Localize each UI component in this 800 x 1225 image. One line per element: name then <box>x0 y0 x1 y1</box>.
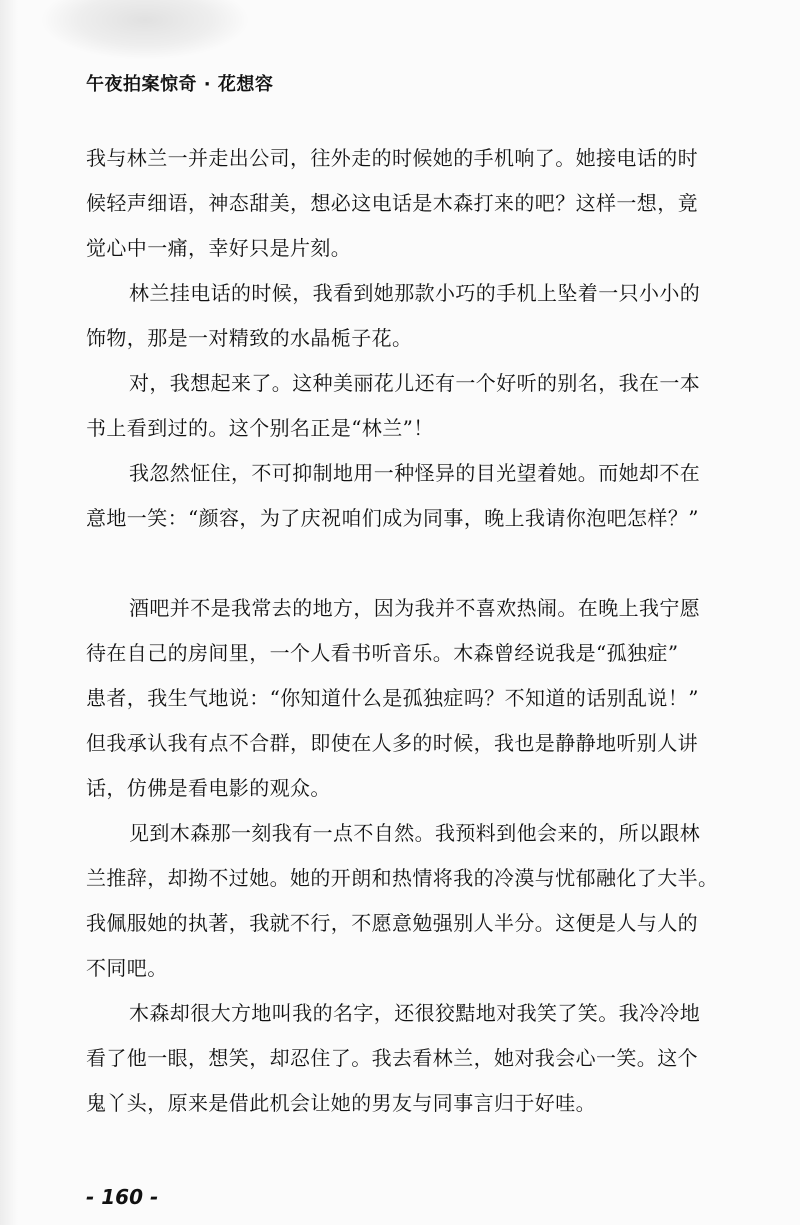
section-gap <box>86 541 710 586</box>
running-header: 午夜拍案惊奇 · 花想容 <box>86 74 274 95</box>
text-line: 我与林兰一并走出公司，往外走的时候她的手机响了。她接电话的时 <box>86 146 698 170</box>
body-text <box>86 136 719 1126</box>
text-line: 见到木森那一刻我有一点不自然。我预料到他会来的，所以跟林 <box>129 821 701 845</box>
text-line: 饰物，那是一对精致的水晶栀子花。 <box>86 326 413 350</box>
text-line: 对，我想起来了。这种美丽花儿还有一个好听的别名，我在一本 <box>129 371 701 395</box>
text-line: 话，仿佛是看电影的观众。 <box>86 776 331 800</box>
text-line: 酒吧并不是我常去的地方，因为我并不喜欢热闹。在晚上我宁愿 <box>129 596 701 620</box>
text-line: 待在自己的房间里，一个人看书听音乐。木森曾经说我是“孤独症” <box>86 641 679 665</box>
text-line: 候轻声细语，神态甜美，想必这电话是木森打来的吧？这样一想，竟 <box>86 191 698 215</box>
text-line: 林兰挂电话的时候，我看到她那款小巧的手机上坠着一只小小的 <box>129 281 701 305</box>
scan-smudge <box>40 0 250 60</box>
text-line: 意地一笑：“颜容，为了庆祝咱们成为同事，晚上我请你泡吧怎样？” <box>86 506 699 530</box>
text-line: 我佩服她的执著，我就不行，不愿意勉强别人半分。这便是人与人的 <box>86 911 698 935</box>
text-line: 但我承认我有点不合群，即使在人多的时候，我也是静静地听别人讲 <box>86 731 698 755</box>
page-edge-shadow <box>0 0 18 1225</box>
page-number: - 160 - <box>86 1185 159 1209</box>
text-line: 觉心中一痛，幸好只是片刻。 <box>86 236 352 260</box>
text-line: 看了他一眼，想笑，却忍住了。我去看林兰，她对我会心一笑。这个 <box>86 1046 698 1070</box>
text-line: 木森却很大方地叫我的名字，还很狡黠地对我笑了笑。我冷冷地 <box>129 1001 701 1025</box>
text-line: 患者，我生气地说：“你知道什么是孤独症吗？不知道的话别乱说！” <box>86 686 699 710</box>
text-line: 我忽然怔住，不可抑制地用一种怪异的目光望着她。而她却不在 <box>129 461 701 485</box>
text-line: 书上看到过的。这个别名正是“林兰”！ <box>86 416 434 440</box>
text-line: 兰推辞，却拗不过她。她的开朗和热情将我的冷漠与忧郁融化了大半。 <box>86 866 719 890</box>
text-line: 不同吧。 <box>86 956 168 980</box>
text-line: 鬼丫头，原来是借此机会让她的男友与同事言归于好哇。 <box>86 1091 596 1115</box>
